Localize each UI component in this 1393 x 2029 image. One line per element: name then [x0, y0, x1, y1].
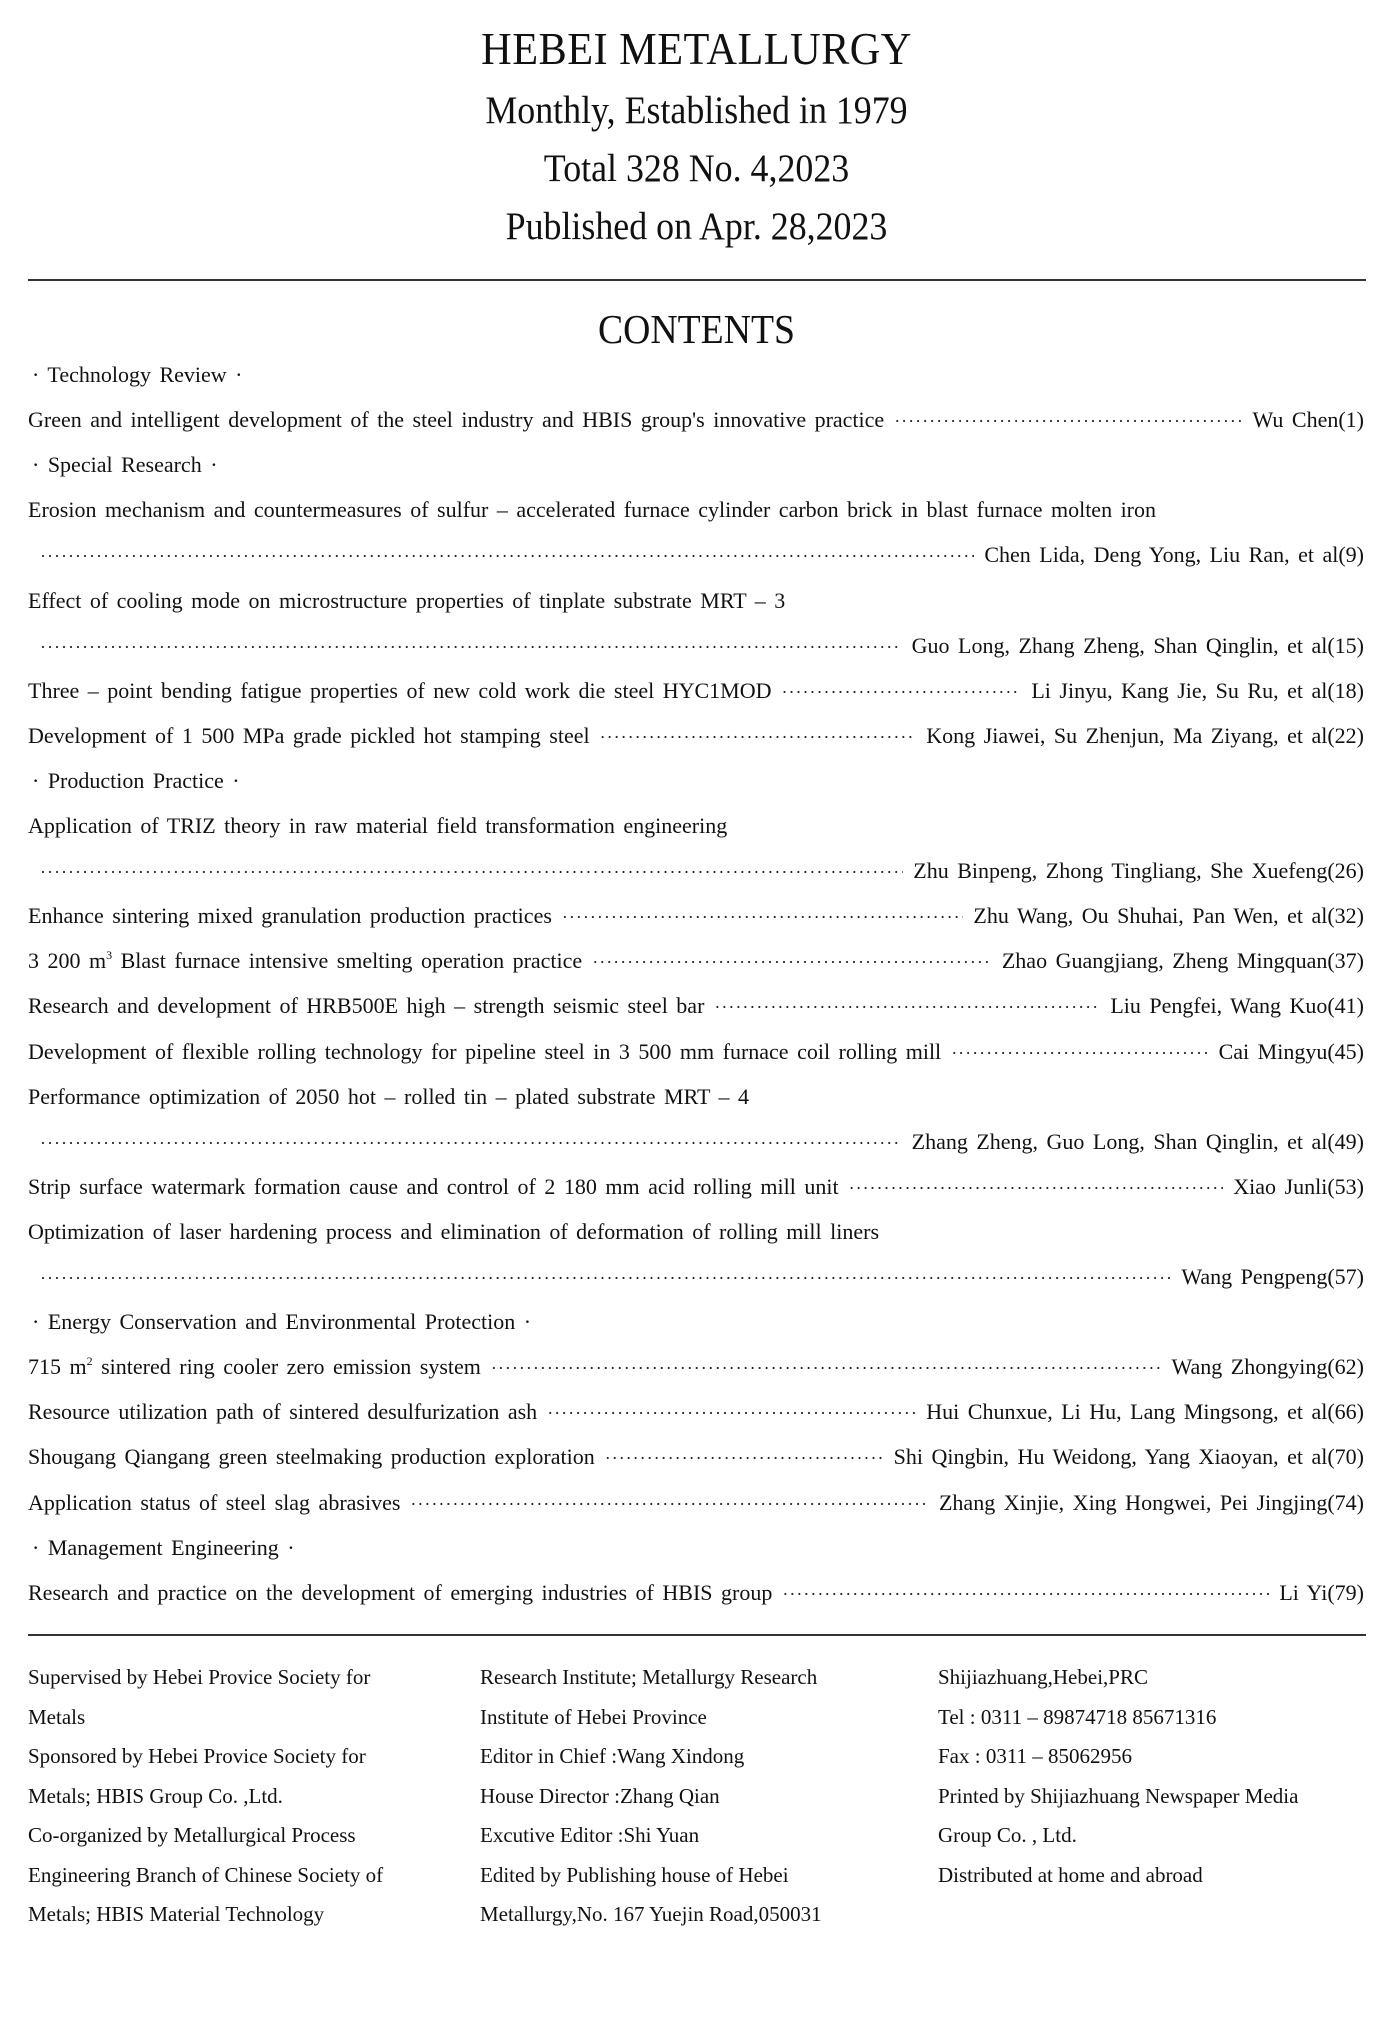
article-title[interactable]: Three – point bending fatigue properties of new cold work die steel HYC1MOD: [28, 677, 772, 703]
section-label: · Management Engineering ·: [32, 1534, 295, 1560]
dot-leader: [40, 1133, 902, 1154]
dot-leader: [40, 637, 902, 658]
toc-entry: [28, 903, 1364, 939]
title-part: 3 200 m: [28, 948, 107, 974]
toc-entry: [28, 1399, 1364, 1435]
superscript-unit: 3: [106, 948, 113, 963]
article-title[interactable]: Research and practice on the development of emerging industries of HBIS group: [28, 1579, 773, 1605]
article-authors-page: Cai Mingyu(45): [1218, 1038, 1364, 1064]
imprint-line: Excutive Editor :Shi Yuan: [480, 1823, 700, 1847]
article-authors-page: Guo Long, Zhang Zheng, Shan Qinglin, et al(15): [911, 632, 1364, 658]
article-authors-page: Zhang Zheng, Guo Long, Shan Qinglin, et al(49): [911, 1128, 1364, 1154]
dot-leader: [600, 727, 917, 748]
article-title[interactable]: Application of TRIZ theory in raw material field transformation engineering: [28, 813, 728, 838]
article-authors-page: Zhao Guangjiang, Zheng Mingquan(37): [1001, 948, 1364, 974]
imprint-line: Distributed at home and abroad: [938, 1862, 1203, 1887]
publication-date: Published on Apr. 28,2023: [505, 205, 888, 248]
imprint-line: House Director :Zhang Qian: [480, 1783, 720, 1808]
imprint-column-organizers: [28, 1658, 458, 1935]
dot-leader: [894, 411, 1242, 432]
toc-entry: [28, 1490, 1364, 1526]
title-part: 715 m: [28, 1354, 87, 1380]
article-authors-page: Li Yi(79): [1279, 1579, 1364, 1605]
article-title[interactable]: Development of flexible rolling technology for pipeline steel in 3 500 mm furnace coil rolling mill: [28, 1038, 942, 1064]
toc-entry-author-line: [28, 1129, 1364, 1165]
article-authors-page: Wang Pengpeng(57): [1181, 1264, 1364, 1289]
dot-leader: [782, 682, 1022, 703]
toc-entry-author-line: [28, 858, 1364, 894]
article-title[interactable]: Effect of cooling mode on microstructure properties of tinplate substrate MRT – 3: [28, 587, 786, 613]
article-authors-page: Zhu Wang, Ou Shuhai, Pan Wen, et al(32): [973, 903, 1364, 929]
article-authors-page: Liu Pengfei, Wang Kuo(41): [1110, 993, 1364, 1019]
toc-entry: [28, 1354, 1364, 1390]
article-title[interactable]: Development of 1 500 MPa grade pickled hot stamping steel: [28, 722, 590, 748]
article-title[interactable]: Research and development of HRB500E high – strength seismic steel bar: [28, 993, 705, 1019]
header-divider: [28, 279, 1366, 281]
article-title[interactable]: Enhance sintering mixed granulation production practices: [28, 903, 552, 929]
toc-entry: [28, 1444, 1364, 1480]
superscript-unit: 2: [86, 1354, 93, 1369]
dot-leader: [40, 862, 903, 883]
dot-leader: [491, 1358, 1162, 1379]
article-title[interactable]: Performance optimization of 2050 hot – rolled tin – plated substrate MRT – 4: [28, 1083, 749, 1109]
toc-entry-title-line: [28, 1084, 1364, 1120]
toc-entry: [28, 993, 1364, 1029]
imprint-line: Edited by Publishing house of Hebei: [480, 1862, 789, 1887]
article-title[interactable]: [28, 1354, 481, 1380]
dot-leader: [410, 1494, 929, 1515]
article-authors-page: Kong Jiawei, Su Zhenjun, Ma Ziyang, et al(22): [926, 722, 1364, 748]
imprint-line: Supervised by Hebei Provice Society for: [28, 1665, 371, 1689]
article-authors-page: Xiao Junli(53): [1233, 1173, 1364, 1199]
article-title[interactable]: Application status of steel slag abrasives: [28, 1489, 401, 1515]
imprint-line: Fax : 0311 – 85062956: [938, 1744, 1133, 1768]
footer-divider: [28, 1634, 1366, 1636]
dot-leader: [592, 952, 992, 973]
imprint-line: Metallurgy,No. 167 Yuejin Road,050031: [480, 1902, 822, 1926]
section-heading: [28, 362, 1368, 398]
imprint-line: Co-organized by Metallurgical Process: [28, 1823, 356, 1847]
dot-leader: [849, 1178, 1224, 1199]
imprint-line: Metals; HBIS Material Technology: [28, 1902, 325, 1926]
dot-leader: [951, 1043, 1208, 1064]
article-authors-page: Shi Qingbin, Hu Weidong, Yang Xiaoyan, et al(70): [893, 1444, 1364, 1470]
dot-leader: [714, 997, 1100, 1018]
section-label: · Technology Review ·: [32, 362, 243, 387]
dot-leader: [562, 907, 964, 928]
article-title[interactable]: Erosion mechanism and countermeasures of sulfur – accelerated furnace cylinder carbon brick in blast furnace molten iron: [28, 497, 1157, 523]
toc-entry: [28, 678, 1364, 714]
article-authors-page: Chen Lida, Deng Yong, Liu Ran, et al(9): [984, 542, 1364, 568]
toc-entry: [28, 407, 1364, 443]
toc-entry-author-line: [28, 542, 1364, 578]
section-heading: [28, 452, 1368, 488]
imprint-line: Editor in Chief :Wang Xindong: [480, 1744, 745, 1768]
toc-entry-author-line: [28, 633, 1364, 669]
article-authors-page: Zhu Binpeng, Zhong Tingliang, She Xuefeng(26): [913, 858, 1364, 884]
dot-leader: [40, 546, 974, 567]
toc-entry-title-line: [28, 497, 1364, 533]
toc-entry: [28, 948, 1364, 984]
article-authors-page: Hui Chunxue, Li Hu, Lang Mingsong, et al(66): [926, 1399, 1364, 1425]
dot-leader: [782, 1584, 1269, 1605]
imprint-line: Institute of Hebei Province: [480, 1704, 707, 1729]
section-label: · Production Practice ·: [32, 767, 240, 793]
article-title[interactable]: Resource utilization path of sintered desulfurization ash: [28, 1399, 538, 1425]
toc-entry-title-line: [28, 1219, 1364, 1255]
imprint-line: Research Institute; Metallurgy Research: [480, 1665, 818, 1689]
imprint-line: Group Co. , Ltd.: [938, 1823, 1077, 1847]
toc-entry: [28, 723, 1364, 759]
journal-frequency: Monthly, Established in 1979: [485, 89, 908, 132]
section-label: · Energy Conservation and Environmental Protection ·: [32, 1309, 532, 1335]
section-label: · Special Research ·: [32, 452, 218, 478]
toc-entry-author-line: [28, 1264, 1364, 1300]
imprint-line: Shijiazhuang,Hebei,PRC: [938, 1665, 1148, 1689]
imprint-column-contact: [938, 1658, 1368, 1895]
journal-title: HEBEI METALLURGY: [481, 23, 912, 74]
section-heading: [28, 768, 1368, 804]
article-authors-page: Wu Chen(1): [1252, 407, 1364, 433]
article-authors-page: Li Jinyu, Kang Jie, Su Ru, et al(18): [1031, 677, 1364, 703]
contents-heading: CONTENTS: [598, 306, 795, 352]
article-title[interactable]: [28, 948, 582, 974]
toc-entry: [28, 1580, 1364, 1616]
article-authors-page: Zhang Xinjie, Xing Hongwei, Pei Jingjing(74): [938, 1489, 1364, 1515]
title-part: Blast furnace intensive smelting operation practice: [112, 948, 583, 974]
title-part: sintered ring cooler zero emission system: [92, 1354, 481, 1380]
article-authors-page: Wang Zhongying(62): [1171, 1354, 1364, 1380]
imprint-line: Metals; HBIS Group Co. ,Ltd.: [28, 1783, 283, 1808]
dot-leader: [605, 1448, 884, 1469]
imprint-line: Tel : 0311 – 89874718 85671316: [938, 1704, 1217, 1729]
section-heading: [28, 1535, 1368, 1571]
imprint-line: Printed by Shijiazhuang Newspaper Media: [938, 1783, 1299, 1808]
issue-number: Total 328 No. 4,2023: [543, 147, 850, 190]
imprint-line: Metals: [28, 1704, 86, 1729]
toc-entry: [28, 1174, 1364, 1210]
imprint-line: Engineering Branch of Chinese Society of: [28, 1862, 384, 1887]
article-title[interactable]: Shougang Qiangang green steelmaking production exploration: [28, 1444, 595, 1470]
imprint-column-editorial: [480, 1658, 920, 1935]
dot-leader: [40, 1268, 1171, 1289]
article-title[interactable]: Strip surface watermark formation cause and control of 2 180 mm acid rolling mill unit: [28, 1173, 839, 1199]
toc-entry: [28, 1039, 1364, 1075]
article-title[interactable]: Green and intelligent development of the steel industry and HBIS group's innovative practice: [28, 407, 885, 433]
section-heading: [28, 1309, 1368, 1345]
article-title[interactable]: Optimization of laser hardening process and elimination of deformation of rolling mill liners: [28, 1218, 880, 1244]
toc-entry-title-line: [28, 588, 1364, 624]
imprint-line: Sponsored by Hebei Provice Society for: [28, 1744, 366, 1768]
dot-leader: [547, 1403, 916, 1424]
toc-entry-title-line: [28, 813, 1364, 849]
